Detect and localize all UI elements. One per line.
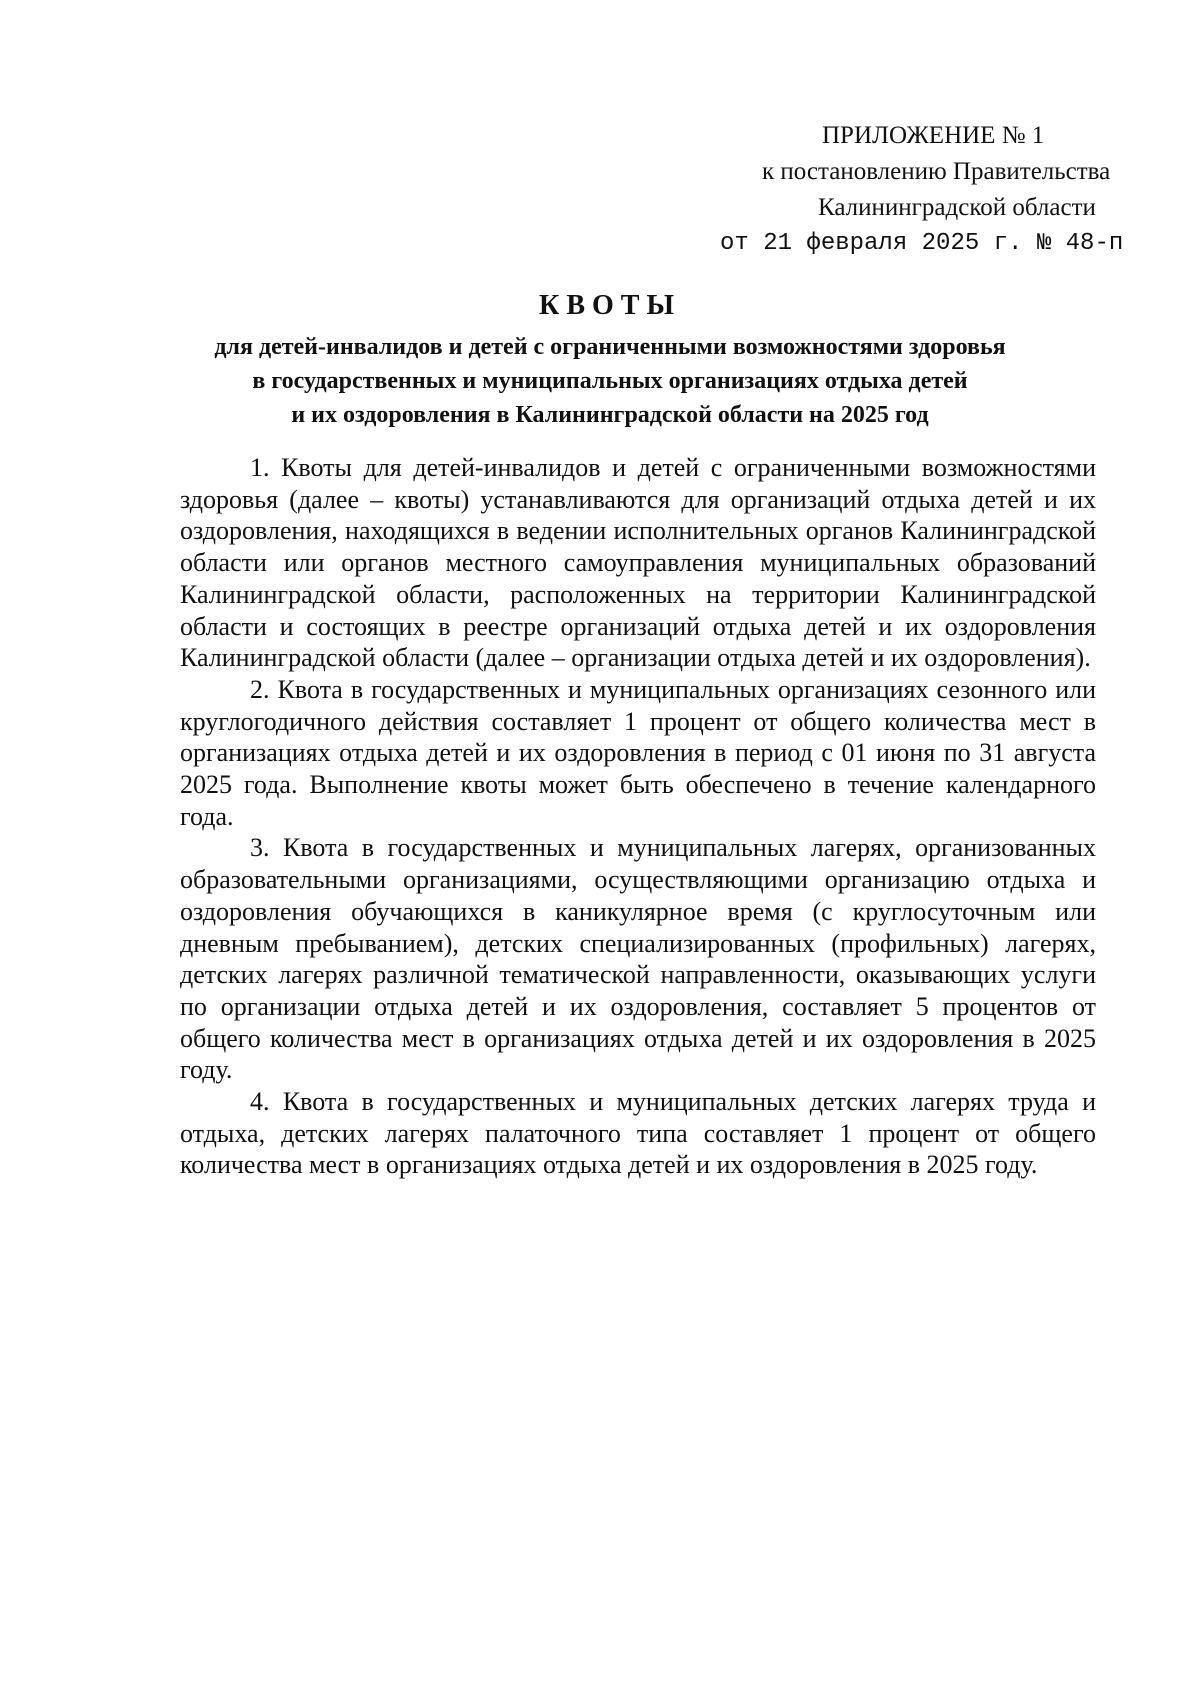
appendix-header	[690, 118, 1150, 262]
paragraph-1: 1. Квоты для детей-инвалидов и детей с ограниченными возможностями здоровья (далее – квоты) устанавливаются для организаций отдыха детей и их оздоровления, находящихся в ведении исполнительных органов Калининградской области или органов местного самоуправления муниципальных образований Калининградской области, расположенных на территории Калининградской области и состоящих в реестре организаций отдыха детей и их оздоровления Калининградской области (далее – организации отдыха детей и их оздоровления).	[180, 453, 1096, 673]
paragraph-4: 4. Квота в государственных и муниципальных детских лагерях труда и отдыха, детских лагерях палаточного типа составляет 1 процент от общего количества мест в организациях отдыха детей и их оздоровления в 2025 году.	[180, 1087, 1096, 1180]
paragraph-2: 2. Квота в государственных и муниципальных организациях сезонного или круглогодичного действия составляет 1 процент от общего количества мест в организациях отдыха детей и их оздоровления в период с 01 июня по 31 августа 2025 года. Выполнение квоты может быть обеспечено в течение календарного года.	[180, 674, 1096, 831]
appendix-number: ПРИЛОЖЕНИЕ № 1	[822, 122, 1045, 149]
subtitle-line-3: и их оздоровления в Калининградской области на 2025 год	[291, 402, 929, 428]
appendix-region: Калининградской области	[818, 194, 1096, 221]
document-title: КВОТЫ	[539, 290, 681, 321]
subtitle-line-1: для детей-инвалидов и детей с ограниченными возможностями здоровья	[214, 334, 1006, 360]
appendix-date-number: от 21 февраля 2025 г. № 48-п	[720, 230, 1124, 257]
document-subtitle	[150, 330, 1070, 432]
document-body	[180, 452, 1096, 1181]
appendix-reference: к постановлению Правительства	[762, 158, 1111, 185]
document-title-block	[150, 286, 1070, 432]
subtitle-line-2: в государственных и муниципальных организациях отдыха детей	[252, 368, 968, 394]
paragraph-3: 3. Квота в государственных и муниципальных лагерях, организованных образовательными организациями, осуществляющими организацию отдыха и оздоровления обучающихся в каникулярное время (с круглосуточным или дневным пребыванием), детских специализированных (профильных) лагерях, детских лагерях различной тематической направленности, оказывающих услуги по организации отдыха детей и их оздоровления, составляет 5 процентов от общего количества мест в организациях отдыха детей и их оздоровления в 2025 году.	[180, 833, 1096, 1085]
